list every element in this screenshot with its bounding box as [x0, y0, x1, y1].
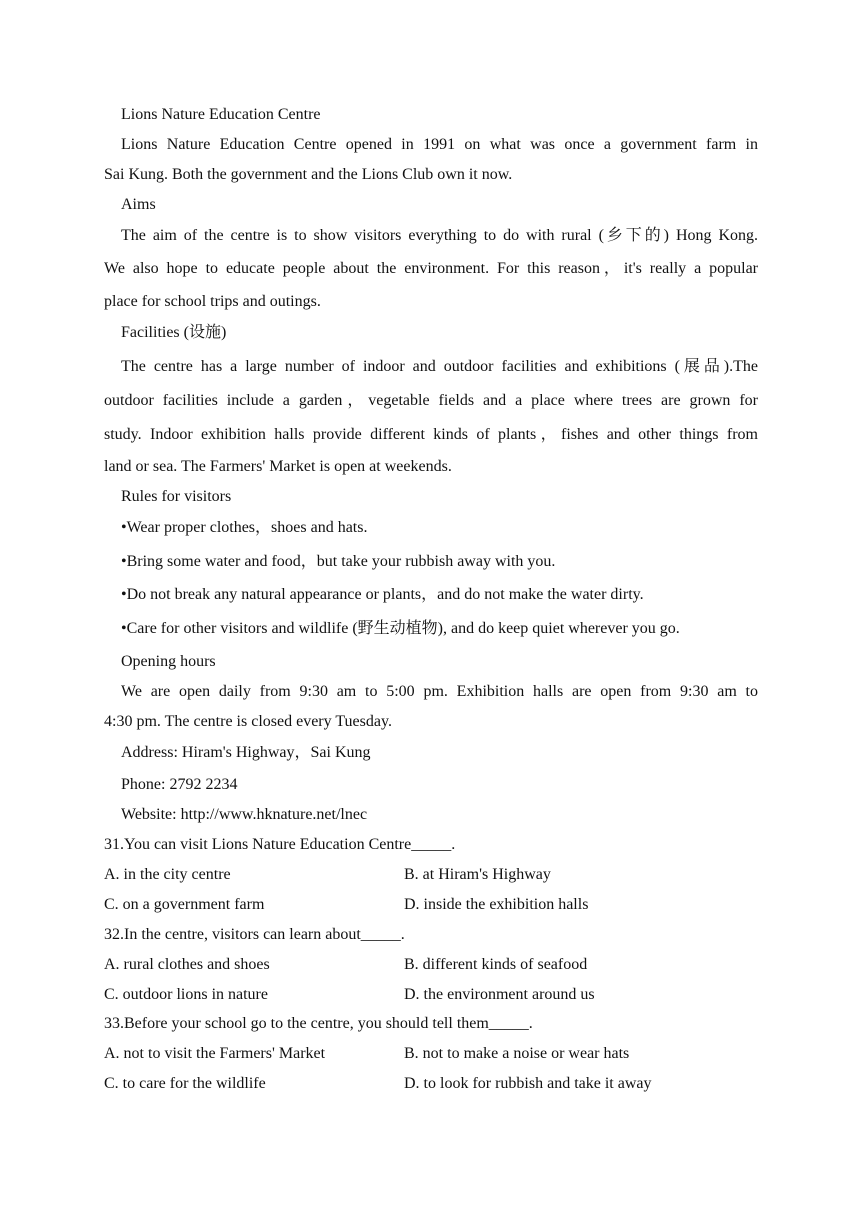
question-33-options-row-1 — [104, 1039, 758, 1069]
intro-line-1: Lions Nature Education Centre opened in 1991 on what was once a government farm in — [121, 136, 758, 153]
rule-item: •Bring some water and food，but take your rubbish away with you. — [121, 553, 556, 570]
hours-line-2: 4:30 pm. The centre is closed every Tuesday. — [104, 713, 392, 730]
question-32-options-row-1 — [104, 950, 758, 980]
option-a: A. not to visit the Farmers' Market — [104, 1045, 326, 1062]
option-c: C. to care for the wildlife — [104, 1075, 266, 1092]
option-a: A. in the city centre — [104, 866, 231, 883]
website-line: Website: http://www.hknature.net/lnec — [121, 806, 368, 823]
rule-item: •Care for other visitors and wildlife (野生动植物), and do keep quiet wherever you go. — [121, 620, 680, 637]
aims-line-1: The aim of the centre is to show visitors everything to do with rural (乡下的) Hong Kong. — [121, 227, 758, 244]
question-33-stem: 33.Before your school go to the centre, you should tell them_____. — [104, 1015, 533, 1032]
option-d: D. the environment around us — [404, 986, 595, 1003]
facilities-line-1: The centre has a large number of indoor and outdoor facilities and exhibitions (展品).The — [121, 358, 758, 375]
hours-heading: Opening hours — [121, 653, 216, 670]
question-31-options-row-1 — [104, 860, 758, 890]
aims-line-2: We also hope to educate people about the environment. For this reason，it's really a popular — [104, 260, 758, 277]
option-b: B. different kinds of seafood — [404, 956, 588, 973]
option-a: A. rural clothes and shoes — [104, 956, 270, 973]
facilities-line-2: outdoor facilities include a garden，vegetable fields and a place where trees are grown for — [104, 392, 758, 409]
option-c: C. on a government farm — [104, 896, 265, 913]
rules-heading: Rules for visitors — [121, 488, 232, 505]
question-32-stem: 32.In the centre, visitors can learn about_____. — [104, 926, 405, 943]
rule-item: •Do not break any natural appearance or plants，and do not make the water dirty. — [121, 586, 644, 603]
option-c: C. outdoor lions in nature — [104, 986, 268, 1003]
address-line: Address: Hiram's Highway，Sai Kung — [121, 744, 371, 761]
facilities-line-3: study. Indoor exhibition halls provide different kinds of plants，fishes and other things from — [104, 426, 758, 443]
phone-line: Phone: 2792 2234 — [121, 776, 238, 793]
aims-heading: Aims — [121, 196, 156, 213]
rule-item: •Wear proper clothes，shoes and hats. — [121, 519, 368, 536]
intro-line-2: Sai Kung. Both the government and the Lions Club own it now. — [104, 166, 513, 183]
option-d: D. inside the exhibition halls — [404, 896, 589, 913]
option-b: B. not to make a noise or wear hats — [404, 1045, 630, 1062]
question-31-stem: 31.You can visit Lions Nature Education Centre_____. — [104, 836, 456, 853]
facilities-heading: Facilities (设施) — [121, 324, 227, 341]
hours-line-1: We are open daily from 9:30 am to 5:00 pm. Exhibition halls are open from 9:30 am to — [121, 683, 758, 700]
aims-line-3: place for school trips and outings. — [104, 293, 321, 310]
question-32-options-row-2 — [104, 980, 758, 1010]
question-33-options-row-2 — [104, 1069, 758, 1099]
option-d: D. to look for rubbish and take it away — [404, 1075, 652, 1092]
question-31-options-row-2 — [104, 890, 758, 920]
facilities-line-4: land or sea. The Farmers' Market is open at weekends. — [104, 458, 452, 475]
option-b: B. at Hiram's Highway — [404, 866, 551, 883]
passage-title: Lions Nature Education Centre — [121, 106, 321, 123]
